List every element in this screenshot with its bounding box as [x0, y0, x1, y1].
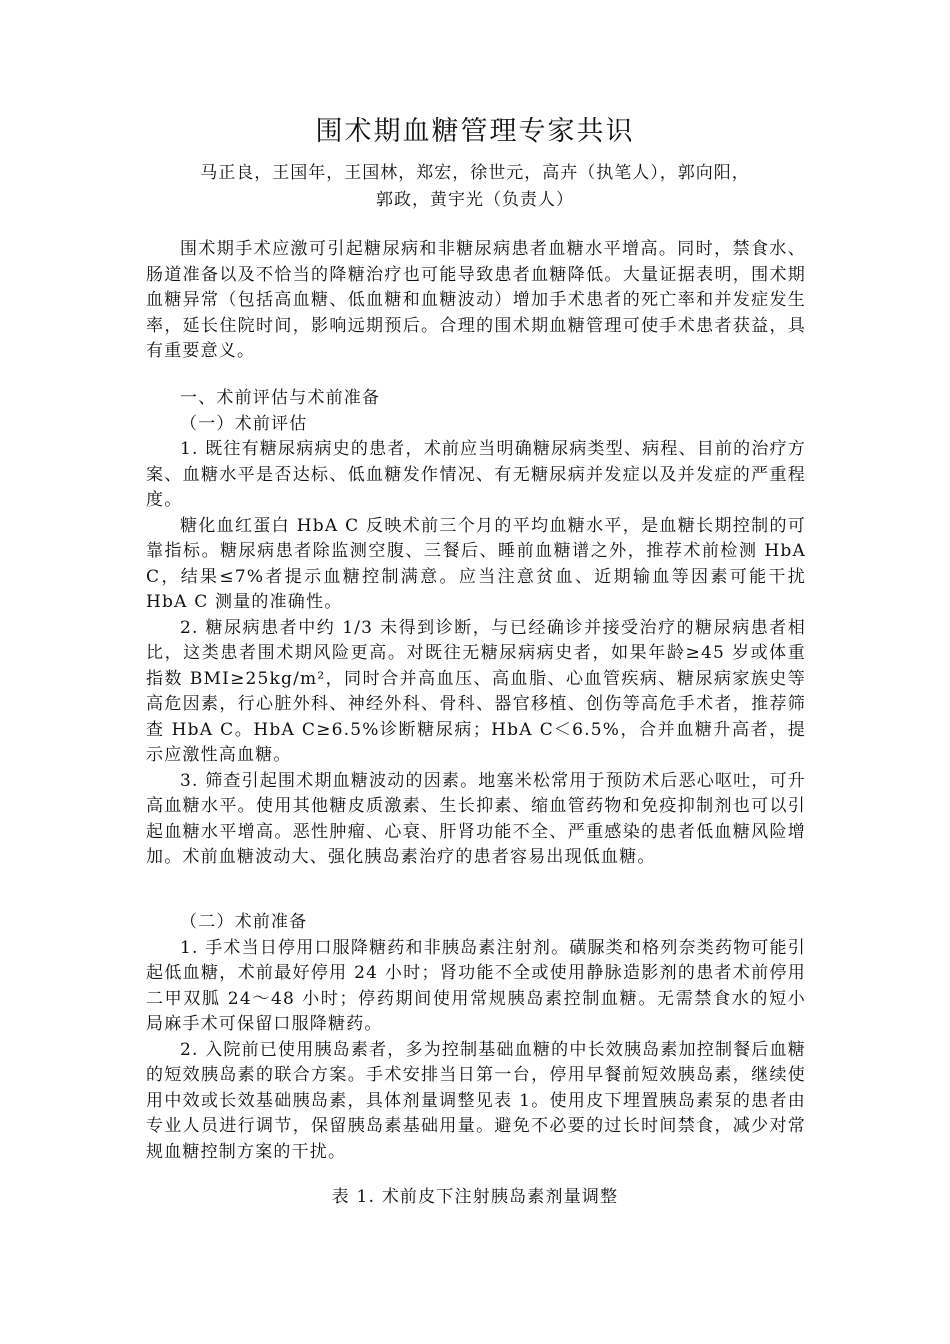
- section-1-paragraph-2: 糖化血红蛋白 HbA C 反映术前三个月的平均血糖水平，是血糖长期控制的可靠指标。糖尿病患者除监测空腹、三餐后、睡前血糖谱之外，推荐术前检测 HbA C，结果≤7%者提示血糖控制满意。应当注意贫血、近期输血等因素可能干扰 HbA C 测量的准确性。: [146, 515, 806, 612]
- author-list: [120, 160, 830, 214]
- section-2-paragraph-1: 1. 手术当日停用口服降糖药和非胰岛素注射剂。磺脲类和格列奈类药物可能引起低血糖，术前最好停用 24 小时；肾功能不全或使用静脉造影剂的患者术前停用二甲双胍 24～48 小时；停药期间使用常规胰岛素控制血糖。无需禁食水的短小局麻手术可保留口服降糖药。: [146, 937, 806, 1034]
- document-title: 围术期血糖管理专家共识: [315, 116, 635, 147]
- author-line-1: 马正良，王国年，王国林，郑宏，徐世元，高卉（执笔人），郭向阳，: [200, 163, 750, 183]
- section-1: [146, 386, 806, 871]
- section-1-paragraph-4: 3. 筛查引起围术期血糖波动的因素。地塞米松常用于预防术后恶心呕吐，可升高血糖水平。使用其他糖皮质激素、生长抑素、缩血管药物和免疫抑制剂也可以引起血糖水平增高。恶性肿瘤、心衰、肝肾功能不全、严重感染的患者低血糖风险增加。术前血糖波动大、强化胰岛素治疗的患者容易出现低血糖。: [146, 770, 806, 867]
- section-2-paragraph-2: 2. 入院前已使用胰岛素者，多为控制基础血糖的中长效胰岛素加控制餐后血糖的短效胰岛素的联合方案。手术安排当日第一台，停用早餐前短效胰岛素，继续使用中效或长效基础胰岛素，具体剂量调整见表 1。使用皮下埋置胰岛素泵的患者由专业人员进行调节，保留胰岛素基础用量。避免不必要的过长时间禁食，减少对常规血糖控制方案的干扰。: [146, 1039, 806, 1162]
- intro-section: [146, 237, 806, 365]
- subsection-2-heading: （二）术前准备: [180, 912, 308, 932]
- section-1-heading: 一、术前评估与术前准备: [180, 388, 381, 408]
- table-caption: 表 1. 术前皮下注射胰岛素剂量调整: [331, 1187, 619, 1207]
- section-1-paragraph-3: 2. 糖尿病患者中约 1/3 未得到诊断，与已经确诊并接受治疗的糖尿病患者相比，这类患者围术期风险更高。对既往无糖尿病病史者，如果年龄≥45 岁或体重指数 BMI≥25kg/m²，同时合并高血压、高血脂、心血管疾病、糖尿病家族史等高危因素，行心脏外科、神经外科、骨科、器官移植、创伤等高危手术者，推荐筛查 HbA C。HbA C≥6.5%诊断糖尿病；HbA C＜6.5%，合并血糖升高者，提示应激性高血糖。: [146, 617, 806, 765]
- section-1-paragraph-1: 1. 既往有糖尿病病史的患者，术前应当明确糖尿病类型、病程、目前的治疗方案、血糖水平是否达标、低血糖发作情况、有无糖尿病并发症以及并发症的严重程度。: [146, 439, 806, 510]
- section-2: [146, 910, 806, 1165]
- subsection-1-heading: （一）术前评估: [180, 413, 308, 434]
- author-line-2: 郭政，黄宇光（负责人）: [376, 190, 574, 210]
- intro-paragraph: 围术期手术应激可引起糖尿病和非糖尿病患者血糖水平增高。同时，禁食水、肠道准备以及不恰当的降糖治疗也可能导致患者血糖降低。大量证据表明，围术期血糖异常（包括高血糖、低血糖和血糖波动）增加手术患者的死亡率和并发症发生率，延长住院时间，影响远期预后。合理的围术期血糖管理可使手术患者获益，具有重要意义。: [146, 239, 806, 361]
